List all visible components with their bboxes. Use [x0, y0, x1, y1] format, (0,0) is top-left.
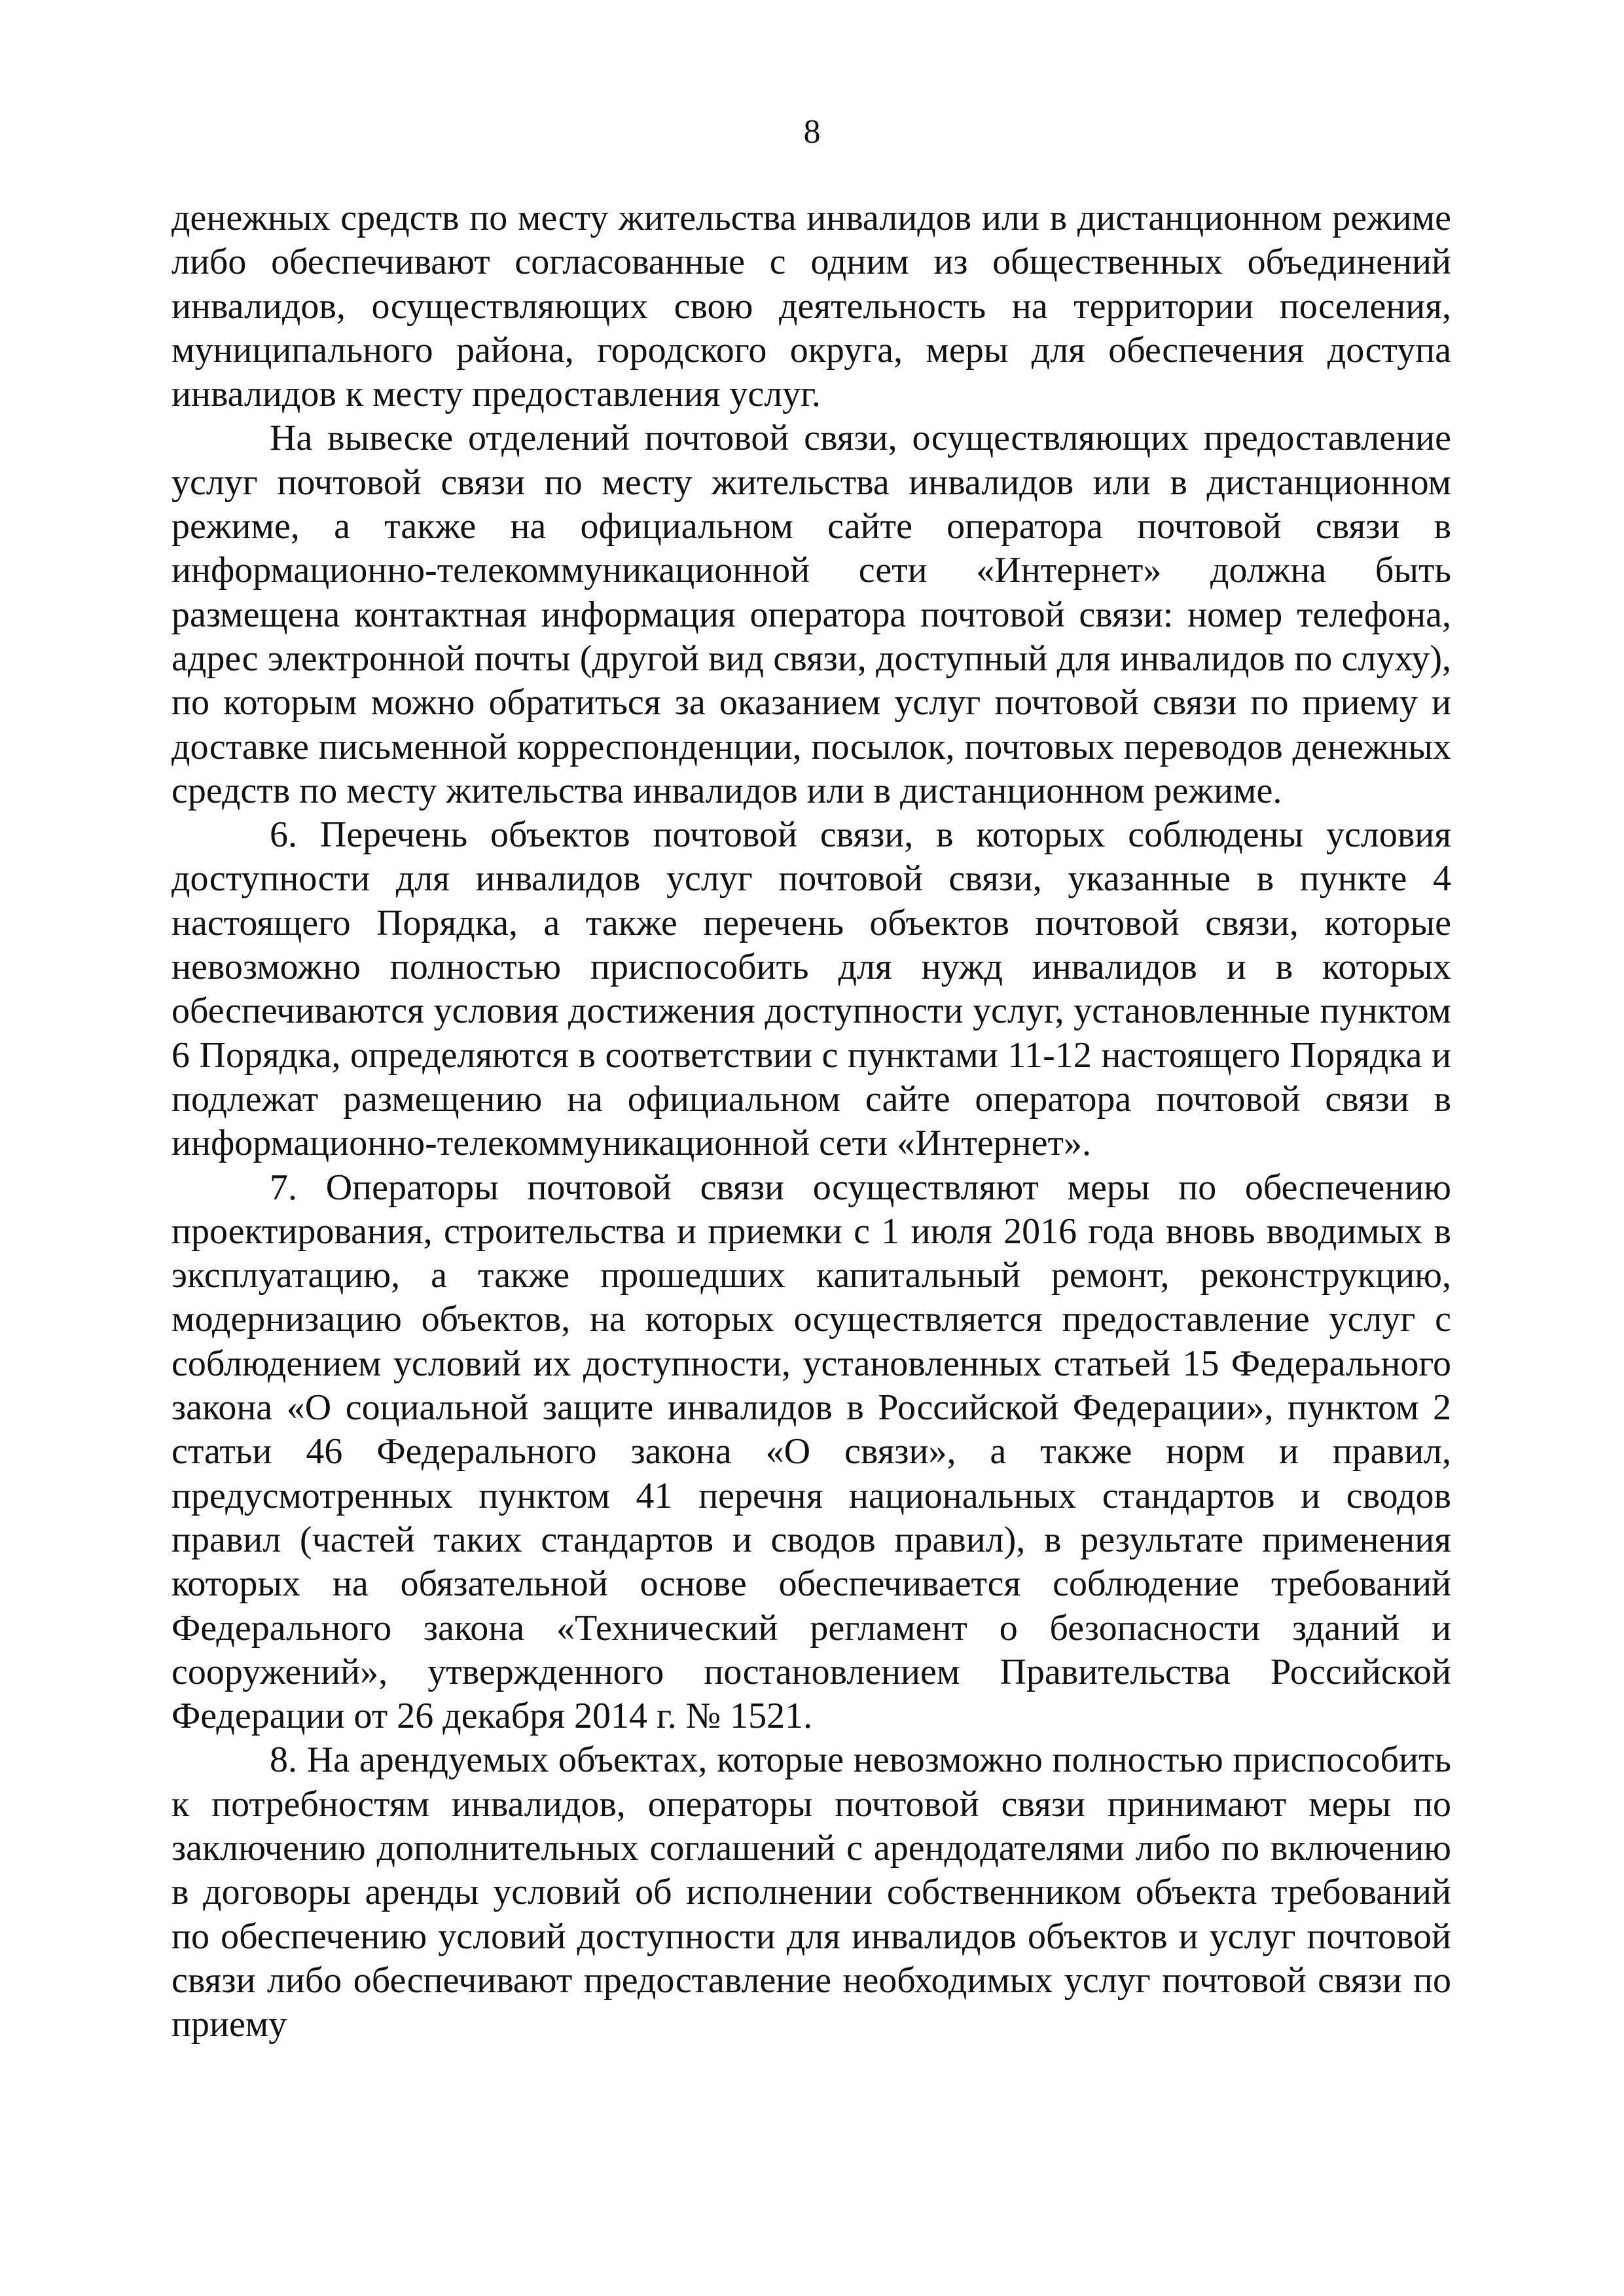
page-number: 8 — [803, 113, 821, 151]
paragraph-signage-contacts: На вывеске отделений почтовой связи, осуществляющих предоставление услуг почтовой связи по месту жительства инвалидов или в дистанционном режиме, а также на официальном сайте оператора почтовой связи в информационно-телекоммуникационной сети «Интернет» должна быть размещена контактная информация оператора почтовой связи: номер телефона, адрес электронной почты (другой вид связи, доступный для инвалидов по слуху), по которым можно обратиться за оказанием услуг почтовой связи по приему и доставке письменной корреспонденции, посылок, почтовых переводов денежных средств по месту жительства инвалидов или в дистанционном режиме. — [171, 418, 1451, 811]
document-body — [171, 196, 1451, 2047]
paragraph-item-8: 8. На арендуемых объектах, которые невозможно полностью приспособить к потребностям инвалидов, операторы почтовой связи принимают меры по заключению дополнительных соглашений с арендодателями либо по включению в договоры аренды условий об исполнении собственником объекта требований по обеспечению условий доступности для инвалидов объектов и услуг почтовой связи либо обеспечивают предоставление необходимых услуг почтовой связи по приему — [171, 1740, 1451, 2045]
paragraph-continuation: денежных средств по месту жительства инвалидов или в дистанционном режиме либо обеспечивают согласованные с одним из общественных объединений инвалидов, осуществляющих свою деятельность на территории поселения, муниципального района, городского округа, меры для обеспечения доступа инвалидов к месту предоставления услуг. — [171, 198, 1451, 415]
paragraph-item-7: 7. Операторы почтовой связи осуществляют меры по обеспечению проектирования, строительства и приемки с 1 июля 2016 года вновь вводимых в эксплуатацию, а также прошедших капитальный ремонт, реконструкцию, модернизацию объектов, на которых осуществляется предоставление услуг с соблюдением условий их доступности, установленных статьей 15 Федерального закона «О социальной защите инвалидов в Российской Федерации», пунктом 2 статьи 46 Федерального закона «О связи», а также норм и правил, предусмотренных пунктом 41 перечня национальных стандартов и сводов правил (частей таких стандартов и сводов правил), в результате применения которых на обязательной основе обеспечивается соблюдение требований Федерального закона «Технический регламент о безопасности зданий и сооружений», утвержденного постановлением Правительства Российской Федерации от 26 декабря 2014 г. № 1521. — [171, 1167, 1451, 1737]
paragraph-item-6: 6. Перечень объектов почтовой связи, в которых соблюдены условия доступности для инвалидов услуг почтовой связи, указанные в пункте 4 настоящего Порядка, а также перечень объектов почтовой связи, которые невозможно полностью приспособить для нужд инвалидов и в которых обеспечиваются условия достижения доступности услуг, установленные пунктом 6 Порядка, определяются в соответствии с пунктами 11-12 настоящего Порядка и подлежат размещению на официальном сайте оператора почтовой связи в информационно-телекоммуникационной сети «Интернет». — [171, 814, 1451, 1164]
